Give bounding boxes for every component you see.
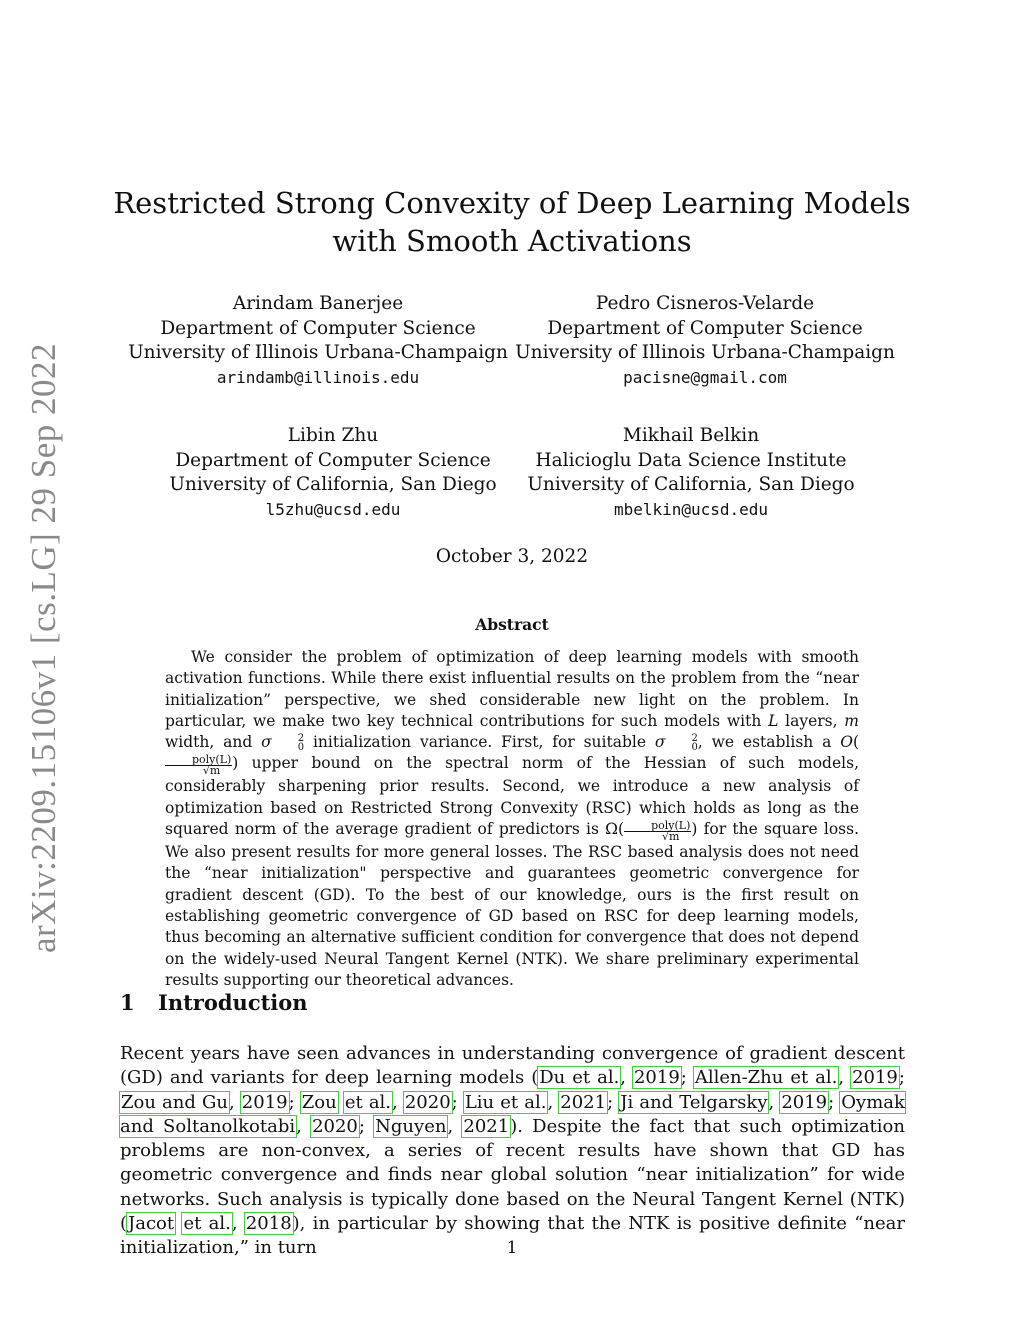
arxiv-stamp-text: arXiv:2209.15106v1 [cs.LG] 29 Sep 2022 xyxy=(24,342,63,954)
author-name: Libin Zhu xyxy=(287,425,379,446)
citation-link[interactable]: Oymak and Soltanolkotabi xyxy=(120,1091,905,1137)
abstract-text-run: for the square loss. We also present results for more general losses. The RSC based analysis does not need the “near initialization" perspective and guarantees geometric convergence for gradient descent (GD). To the best of our knowledge, ours is the first result on establishing geometric convergence of GD based on RSC for deep learning models, thus becoming an alternative sufficient condition for convergence that does not depend on the widely-used Neural Tangent Kernel (NTK). We share preliminary experimental results supporting our theoretical advances. xyxy=(165,820,859,989)
author-email: l5zhu@ucsd.edu xyxy=(265,499,401,519)
math-script xyxy=(665,734,697,752)
abstract-heading: Abstract xyxy=(475,615,549,634)
citation-link[interactable]: Nguyen xyxy=(375,1115,447,1137)
fraction-denominator: √m xyxy=(662,830,680,844)
citation-link[interactable]: Zou and Gu xyxy=(121,1091,228,1113)
citation-link[interactable]: 2018 xyxy=(245,1213,292,1235)
author-block xyxy=(118,292,518,390)
math-superscript: 2 xyxy=(297,733,305,745)
math-symbol: σ xyxy=(261,733,272,752)
author-institution: University of California, San Diego xyxy=(169,474,497,495)
abstract-text-run: , we establish a xyxy=(697,733,841,752)
abstract-text-run: initialization variance. First, for suitable xyxy=(304,733,655,752)
math-subscript: 0 xyxy=(297,742,305,754)
author-block xyxy=(133,424,533,522)
author-institution: University of Illinois Urbana-Champaign xyxy=(128,342,508,363)
citation-link[interactable]: Liu et al. xyxy=(464,1091,547,1113)
citation-link[interactable]: Allen-Zhu et al. xyxy=(694,1067,838,1089)
math-subscript: 0 xyxy=(691,742,698,754)
fraction-numerator: poly(L) xyxy=(165,755,232,766)
citation-link[interactable]: 2019 xyxy=(781,1091,828,1113)
citation-link[interactable]: Du et al. xyxy=(539,1067,620,1089)
body-text-run: Recent years have seen advances in understanding convergence of gradient descent (GD) and variants for deep learning models ( xyxy=(120,1043,905,1089)
citation-link[interactable]: et al. xyxy=(344,1091,392,1113)
author-block xyxy=(505,292,905,390)
citation-link[interactable]: 2020 xyxy=(312,1115,358,1137)
author-name: Arindam Banerjee xyxy=(232,293,404,314)
citation-link[interactable]: 2019 xyxy=(852,1067,898,1089)
math-fraction xyxy=(624,821,691,842)
author-institution: University of California, San Diego xyxy=(527,474,855,495)
citation-link[interactable]: 2019 xyxy=(241,1091,288,1113)
citation-link[interactable]: Zou xyxy=(301,1091,337,1113)
page-number: 1 xyxy=(506,1238,518,1258)
abstract-text: We consider the problem of optimization of deep learning models with smooth activation functions. While there exist influential results on the problem from the “near initialization” perspective, we shed considerable new light on the problem. In particular, we make two key technical contributions for such models with L layers, m width, and σ 2 0 initialization variance. First, for suitable σ 2 0 , we establish a O( $\frac{\text{poly(L)}}{√m}$ ) upper bound on the spectral norm of the Hessian of such models, considerably sharpening prior results. Second, we introduce a new analysis of optimization based on Restricted Strong Convexity (RSC) which holds as long as the squared norm of the average gradient of predictors is Ω( $\frac{\text{poly(L)}}{√m}$ ) for the square loss. We also present results for more general losses. The RSC based analysis does not need the “near initialization" perspective and guarantees geometric convergence for gradient descent (GD). To the best of our knowledge, ours is the first result on establishing geometric convergence of GD based on RSC for deep learning models, thus becoming an alternative sufficient condition for convergence that does not depend on the widely-used Neural Tangent Kernel (NTK). We share preliminary experimental results supporting our theoretical advances. xyxy=(165,648,859,989)
body-text-run: ). Despite the fact that such optimization problems are non-convex, a series of recent results have shown that GD has geometric convergence and finds near global solution “near initialization” for wide networks. Such analysis is typically done based on the Neural Tangent Kernel (NTK) ( xyxy=(120,1115,905,1235)
author-email: pacisne@gmail.com xyxy=(623,367,787,387)
abstract-text-run: upper bound on the spectral norm of the Hessian of such models, considerably sharpening prior results. Second, we introduce a new analysis of optimization based on Restricted Strong Convexity (RSC) which holds as long as the squared norm of the average gradient of predictors is xyxy=(165,754,859,839)
section-title: Introduction xyxy=(158,990,308,1015)
author-block xyxy=(491,424,891,522)
author-department: Department of Computer Science xyxy=(547,317,863,339)
abstract-text-run: width, and xyxy=(165,733,262,752)
citation-link[interactable]: 2019 xyxy=(633,1067,680,1089)
abstract-text-run: layers, xyxy=(778,711,845,730)
author-department: Department of Computer Science xyxy=(175,449,491,471)
math-script xyxy=(272,734,304,752)
citation-link[interactable]: et al. xyxy=(183,1213,231,1235)
author-email: mbelkin@ucsd.edu xyxy=(613,499,769,519)
citation-link[interactable]: 2021 xyxy=(463,1115,510,1137)
fraction-numerator: poly(L) xyxy=(624,821,691,832)
paper-date: October 3, 2022 xyxy=(435,546,589,567)
author-institution: University of Illinois Urbana-Champaign xyxy=(515,342,895,363)
intro-paragraph: Recent years have seen advances in understanding convergence of gradient descent (GD) and variants for deep learning models (Du et al., 2019; Allen-Zhu et al., 2019; Zou and Gu, 2019; Zou et al., 2020; Liu et al., 2021; Ji and Telgarsky, 2019; Oymak and Soltanolkotabi, 2020; Nguyen, 2021). Despite the fact that such optimization problems are non-convex, a series of recent results have shown that GD has geometric convergence and finds near global solution “near initialization” for wide networks. Such analysis is typically done based on the Neural Tangent Kernel (NTK) (Jacot et al., 2018), in particular by showing that the NTK is positive definite “near initialization,” in turn xyxy=(120,1043,905,1259)
math-superscript: 2 xyxy=(691,733,698,745)
paper-title: Restricted Strong Convexity of Deep Learning Models with Smooth Activations xyxy=(113,186,911,258)
math-fraction xyxy=(165,755,232,776)
citation-link[interactable]: Jacot xyxy=(128,1213,175,1235)
citation-link[interactable]: 2020 xyxy=(404,1091,451,1113)
author-name: Mikhail Belkin xyxy=(622,425,760,446)
math-symbol: Ω xyxy=(605,820,619,839)
section-number: 1 xyxy=(120,990,135,1015)
author-department: Halicioglu Data Science Institute xyxy=(535,449,847,471)
author-email: arindamb@illinois.edu xyxy=(216,367,420,387)
body-text-run: ), in particular by showing that the NTK is positive definite “near initialization,” in turn xyxy=(120,1213,905,1259)
abstract-text-run: We consider the problem of optimization of deep learning models with smooth activation functions. While there exist influential results on the problem from the “near initialization” perspective, we shed considerable new light on the problem. In particular, we make two key technical contributions for such models with xyxy=(165,648,859,730)
math-symbol: O xyxy=(840,733,853,752)
citation-link[interactable]: 2021 xyxy=(560,1091,607,1113)
math-symbol: L xyxy=(768,711,779,730)
author-department: Department of Computer Science xyxy=(160,317,476,339)
math-symbol: m xyxy=(844,711,859,730)
author-name: Pedro Cisneros-Velarde xyxy=(595,293,815,314)
math-symbol: σ xyxy=(654,733,666,752)
citation-link[interactable]: Ji and Telgarsky xyxy=(620,1091,768,1113)
fraction-denominator: √m xyxy=(202,764,221,778)
